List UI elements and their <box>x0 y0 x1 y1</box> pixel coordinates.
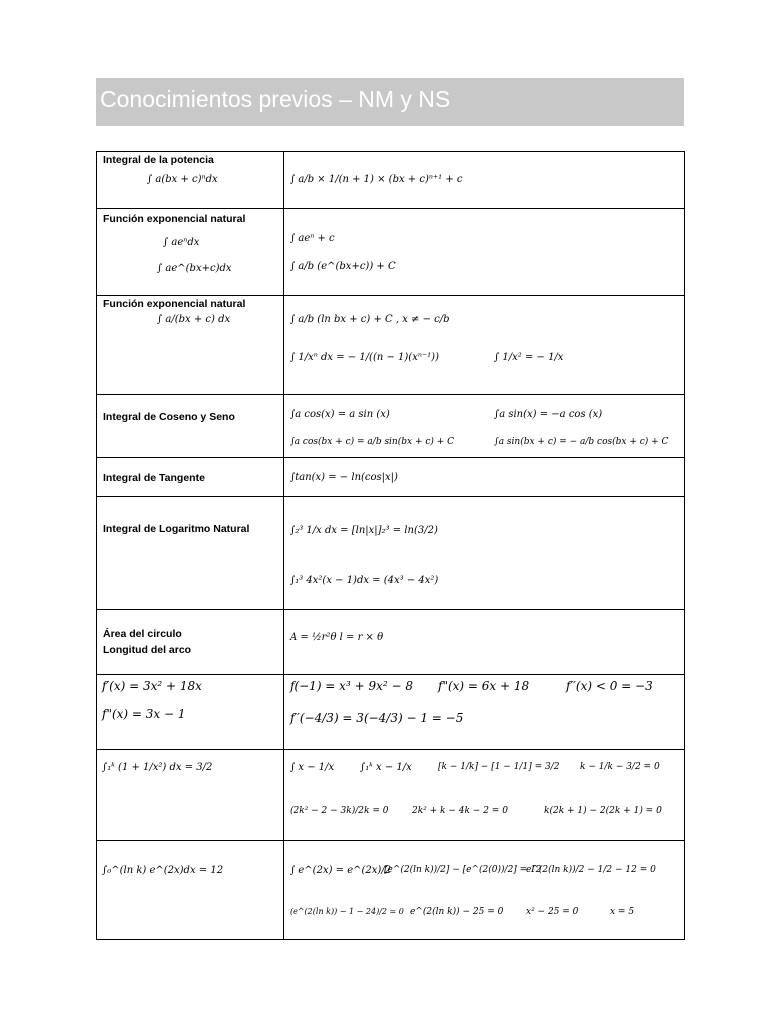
formula: ∫₀^(ln k) e^(2x)dx = 12 <box>102 865 224 876</box>
formula: ∫a cos(x) = a sin (x) <box>290 409 390 420</box>
formula-cell <box>284 152 685 209</box>
label-cell <box>97 395 284 458</box>
table-row <box>97 497 685 610</box>
table-row <box>97 675 685 750</box>
label-cell <box>97 497 284 610</box>
label-cell <box>97 296 284 395</box>
table-row <box>97 296 685 395</box>
table-row <box>97 841 685 940</box>
formula: ∫tan(x) = − ln(cos|x|) <box>290 472 398 483</box>
formula: ∫ a(bx + c)ⁿdx <box>147 174 218 185</box>
title-banner <box>96 78 684 126</box>
formula: ∫ aeⁿ + c <box>290 233 335 244</box>
formula: A = ½r²θ l = r × θ <box>290 632 384 643</box>
row-label: Integral de Logaritmo Natural <box>103 523 250 535</box>
formula: ∫ a/b (e^(bx+c)) + C <box>290 261 396 272</box>
label-cell <box>97 841 284 940</box>
formula: ∫ a/(bx + c) dx <box>157 314 231 325</box>
table-row <box>97 750 685 841</box>
formula: f′′(−4/3) = 3(−4/3) − 1 = −5 <box>290 711 464 725</box>
label-cell <box>97 750 284 841</box>
formula: ∫a cos(bx + c) = a/b sin(bx + c) + C <box>290 437 455 447</box>
formula-cell <box>284 675 685 750</box>
formula-cell <box>284 395 685 458</box>
formula: ∫ ae^(bx+c)dx <box>157 263 232 274</box>
formula: (2k² − 2 − 3k)/2k = 0 <box>290 806 389 816</box>
formula: [k − 1/k] − [1 − 1/1] = 3/2 <box>438 762 560 772</box>
formula: k − 1/k − 3/2 = 0 <box>580 762 660 772</box>
formula-cell <box>284 841 685 940</box>
formula: f′′(x) < 0 = −3 <box>566 679 653 693</box>
table-row <box>97 209 685 296</box>
formula: ∫ a/b (ln bx + c) + C , x ≠ − c/b <box>290 314 450 325</box>
label-cell <box>97 209 284 296</box>
formula-cell <box>284 458 685 497</box>
formula: f"(x) = 3x − 1 <box>102 707 186 721</box>
formula: ∫₁ᵏ (1 + 1/x²) dx = 3/2 <box>102 762 213 773</box>
formula-cell <box>284 750 685 841</box>
formula-cell <box>284 497 685 610</box>
label-cell <box>97 675 284 750</box>
formula: ∫₁³ 4x²(x − 1)dx = (4x³ − 4x²) <box>290 575 439 586</box>
formula: ∫ a/b × 1/(n + 1) × (bx + c)ⁿ⁺¹ + c <box>290 174 463 185</box>
formula: ∫a sin(bx + c) = − a/b cos(bx + c) + C <box>494 437 669 447</box>
formula-table <box>96 151 685 940</box>
formula: ∫ aeⁿdx <box>163 237 200 248</box>
formula: 2k² + k − 4k − 2 = 0 <box>412 806 508 816</box>
formula: ∫ 1/x² = − 1/x <box>494 352 564 363</box>
formula: ∫₁ᵏ x − 1/x <box>360 762 412 773</box>
row-label: Integral de la potencia <box>103 154 214 166</box>
row-label: Área del circulo <box>103 628 182 640</box>
formula: x = 5 <box>610 907 635 917</box>
row-label: Integral de Coseno y Seno <box>103 411 235 423</box>
formula: f(−1) = x³ + 9x² − 8 <box>290 679 413 693</box>
row-label: Longitud del arco <box>103 644 192 656</box>
formula-cell <box>284 610 685 675</box>
formula: (e^(2(ln k)) − 1 − 24)/2 = 0 <box>290 907 404 916</box>
formula: ∫a sin(x) = −a cos (x) <box>494 409 603 420</box>
row-label: Integral de Tangente <box>103 472 205 484</box>
table-row <box>97 610 685 675</box>
row-label: Función exponencial natural <box>103 213 246 225</box>
label-cell <box>97 152 284 209</box>
formula: e^(2(ln k))/2 − 1/2 − 12 = 0 <box>526 865 656 875</box>
page-title: Conocimientos previos – NM y NS <box>100 86 451 112</box>
row-label: Función exponencial natural <box>103 298 246 310</box>
table-row <box>97 152 685 209</box>
formula: ∫ x − 1/x <box>290 762 335 773</box>
table-row <box>97 395 685 458</box>
formula: ∫₂³ 1/x dx = [ln|x|]₂³ = ln(3/2) <box>290 525 438 536</box>
formula: k(2k + 1) − 2(2k + 1) = 0 <box>544 806 662 816</box>
formula: e^(2(ln k)) − 25 = 0 <box>410 907 504 917</box>
table-row <box>97 458 685 497</box>
formula: [e^(2(ln k))/2] − [e^(2(0))/2] = 12 <box>384 865 542 875</box>
label-cell <box>97 458 284 497</box>
formula-cell <box>284 209 685 296</box>
formula: x² − 25 = 0 <box>526 907 579 917</box>
label-cell <box>97 610 284 675</box>
formula: f′(x) = 3x² + 18x <box>102 679 202 693</box>
formula: ∫ e^(2x) = e^(2x)/2 <box>290 865 392 876</box>
formula-cell <box>284 296 685 395</box>
formula: f"(x) = 6x + 18 <box>438 679 530 693</box>
formula: ∫ 1/xⁿ dx = − 1/((n − 1)(xⁿ⁻¹)) <box>290 352 439 363</box>
